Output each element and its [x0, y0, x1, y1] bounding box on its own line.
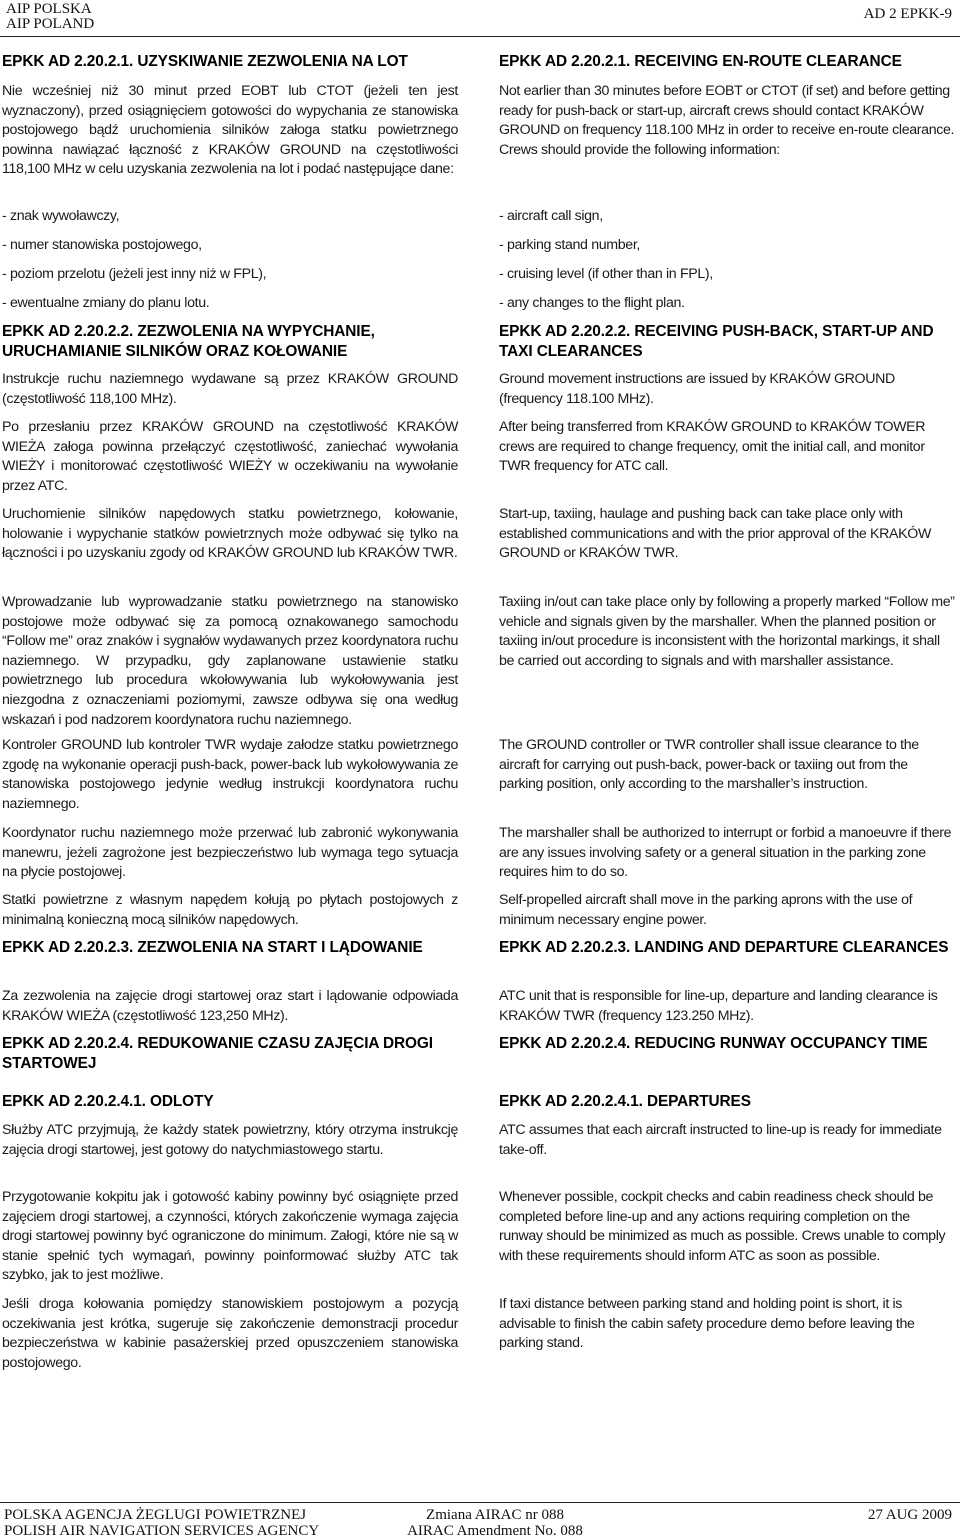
- paragraph-en-12: If taxi distance between parking stand and holding point is short, it is advisable to finish the cabin safety procedure demo before leaving the parking stand.: [499, 1296, 915, 1352]
- footer-date: 27 AUG 2009: [867, 1507, 952, 1523]
- paragraph-pl-10: Służby ATC przyjmują, że każdy statek powietrzny, który otrzyma instrukcję zajęcia drogi startowej, jest gotowy do natychmiastowego startu.: [2, 1122, 458, 1158]
- footer-amendment-en: AIRAC Amendment No. 088: [407, 1523, 583, 1539]
- list-item-en-4: - any changes to the flight plan.: [499, 295, 685, 311]
- section-heading-en-2-4-1: EPKK AD 2.20.2.4.1. DEPARTURES: [499, 1093, 751, 1110]
- section-heading-pl-2-3: EPKK AD 2.20.2.3. ZEZWOLENIA NA START I LĄDOWANIE: [2, 939, 423, 956]
- footer-agency-pl: POLSKA AGENCJA ŻEGLUGI POWIETRZNEJ: [4, 1507, 307, 1523]
- paragraph-en-10: ATC assumes that each aircraft instructed to line-up is ready for immediate take-off.: [499, 1122, 942, 1158]
- section-heading-en-2-2: EPKK AD 2.20.2.2. RECEIVING PUSH-BACK, START-UP AND TAXI CLEARANCES: [499, 323, 934, 360]
- section-heading-en-2-3: EPKK AD 2.20.2.3. LANDING AND DEPARTURE CLEARANCES: [499, 939, 949, 956]
- list-item-pl-3: - poziom przelotu (jeżeli jest inny niż w FPL),: [2, 266, 267, 282]
- header-publisher-en: AIP POLAND: [6, 16, 95, 32]
- section-heading-en-2-1: EPKK AD 2.20.2.1. RECEIVING EN-ROUTE CLEARANCE: [499, 53, 902, 70]
- paragraph-pl-3: Po przesłaniu przez KRAKÓW GROUND na częstotliwość KRAKÓW WIEŻA załoga powinna przełączyć częstotliwość, zaniechać wywołania WIEŻY i monitorować częstotliwość WIEŻY w oczekiwaniu na wywołanie przez ATC.: [2, 419, 458, 494]
- header-publisher-pl: AIP POLSKA: [6, 1, 92, 17]
- paragraph-pl-4: Uruchomienie silników napędowych statku powietrznego, kołowanie, holowanie i wypychanie statków powietrznych może odbywać się tylko na łączności i po uzyskaniu zgody od KRAKÓW GROUND lub KRAKÓW TWR.: [2, 506, 458, 562]
- list-item-en-3: - cruising level (if other than in FPL),: [499, 266, 713, 282]
- footer-amendment-pl: Zmiana AIRAC nr 088: [426, 1507, 564, 1523]
- paragraph-pl-11: Przygotowanie kokpitu jak i gotowość kabiny powinny być osiągnięte przed zajęciem drogi startowej, a czynności, których zakończenie wymaga zajęcia drogi startowej powinny być ograniczone do minimum. Załogi, które nie są w stanie spełnić tych wymagań, powinny poinformować służby ATC tak szybko, jak to jest możliwe.: [2, 1189, 458, 1284]
- section-heading-pl-2-4-1: EPKK AD 2.20.2.4.1. ODLOTY: [2, 1093, 214, 1110]
- paragraph-pl-1: Nie wcześniej niż 30 minut przed EOBT lub CTOT (jeżeli ten jest wyznaczony), przed osiągnięciem gotowości do wypychania ze stanowiska postojowego bądź uruchomienia silników załoga statku powietrznego powinna nawiązać łączność z KRAKÓW GROUND na częstotliwości 118,100 MHz w celu uzyskania zezwolenia na lot i podać następujące dane:: [2, 83, 458, 178]
- section-heading-en-2-4: EPKK AD 2.20.2.4. REDUCING RUNWAY OCCUPANCY TIME: [499, 1035, 928, 1052]
- list-item-pl-2: - numer stanowiska postojowego,: [2, 237, 202, 253]
- paragraph-pl-9: Za zezwolenia na zajęcie drogi startowej oraz start i lądowanie odpowiada KRAKÓW WIEŻA (częstotliwość 123,250 MHz).: [2, 988, 458, 1024]
- paragraph-pl-7: Koordynator ruchu naziemnego może przerwać lub zabronić wykonywania manewru, jeżeli zagrożone jest bezpieczeństwo lub wymaga tego sytuacja na płycie postojowej.: [2, 825, 458, 881]
- footer-agency-en: POLISH AIR NAVIGATION SERVICES AGENCY: [4, 1523, 320, 1539]
- paragraph-en-8: Self-propelled aircraft shall move in the parking aprons with the use of minimum necessary engine power.: [499, 892, 913, 928]
- footer-amendment: [395, 1507, 595, 1539]
- paragraph-pl-6: Kontroler GROUND lub kontroler TWR wydaje załodze statku powietrznego zgodę na wykonanie operacji push-back, power-back lub wykołowywania ze stanowiska postojowego jedynie według instrukcji koordynatora ruchu naziemnego.: [2, 737, 458, 812]
- paragraph-en-9: ATC unit that is responsible for line-up, departure and landing clearance is KRAKÓW TWR (frequency 123.250 MHz).: [499, 988, 938, 1024]
- paragraph-en-2: Ground movement instructions are issued by KRAKÓW GROUND (frequency 118.100 MHz).: [499, 371, 895, 407]
- paragraph-pl-5: Wprowadzanie lub wyprowadzanie statku powietrznego na stanowisko postojowe może odbywać się za pomocą oznakowanego samochodu “Follow me” oraz znaków i sygnałów wydawanych przez koordynatora ruchu naziemnego. W przypadku, gdy zaplanowane ustawienie statku powietrznego lub procedura wkołowywania lub wykołowywania jest niezgodna z oznaczeniami poziomymi, zawsze odbywa się ona według wskazań i pod nadzorem koordynatora ruchu naziemnego.: [2, 594, 458, 728]
- section-heading-pl-2-2: EPKK AD 2.20.2.2. ZEZWOLENIA NA WYPYCHANIE, URUCHAMIANIE SILNIKÓW ORAZ KOŁOWANIE: [2, 323, 375, 360]
- list-item-pl-4: - ewentualne zmiany do planu lotu.: [2, 295, 210, 311]
- list-item-en-1: - aircraft call sign,: [499, 208, 603, 224]
- list-item-pl-1: - znak wywoławczy,: [2, 208, 120, 224]
- paragraph-en-5: Taxiing in/out can take place only by following a properly marked “Follow me” vehicle and signals given by the marshaller. When the planned position or taxiing in/out procedure is inconsistent with the horizontal markings, it shall be carried out according to signals and with marshaller assistance.: [499, 594, 955, 669]
- paragraph-pl-12: Jeśli droga kołowania pomiędzy stanowiskiem postojowym a pozycją oczekiwania jest krótka, sugeruje się zakończenie demonstracji procedur bezpieczeństwa w kabinie pasażerskiej przed opuszczeniem stanowiska postojowego.: [2, 1296, 458, 1371]
- footer-divider: [0, 1502, 960, 1503]
- paragraph-en-7: The marshaller shall be authorized to interrupt or forbid a manoeuvre if there are any issues involving safety or a general situation in the parking zone requires him to do so.: [499, 825, 952, 881]
- footer-agency: [4, 1507, 319, 1539]
- header-page-id: AD 2 EPKK-9: [863, 6, 952, 22]
- paragraph-en-11: Whenever possible, cockpit checks and cabin readiness check should be completed before line-up and any actions requiring completion on the runway should be minimized as much as possible. Crews unable to comply with these requirements should inform ATC as soon as possible.: [499, 1189, 946, 1264]
- paragraph-pl-8: Statki powietrzne z własnym napędem kołują po płytach postojowych z minimalną konieczną mocą silników napędowych.: [2, 892, 458, 928]
- header-publisher: [6, 2, 94, 32]
- section-heading-pl-2-4: EPKK AD 2.20.2.4. REDUKOWANIE CZASU ZAJĘCIA DROGI STARTOWEJ: [2, 1035, 433, 1072]
- paragraph-pl-2: Instrukcje ruchu naziemnego wydawane są przez KRAKÓW GROUND (częstotliwość 118,100 MHz).: [2, 371, 458, 407]
- section-heading-pl-2-1: EPKK AD 2.20.2.1. UZYSKIWANIE ZEZWOLENIA NA LOT: [2, 53, 408, 70]
- paragraph-en-1: Not earlier than 30 minutes before EOBT or CTOT (if set) and before getting ready for push-back or start-up, aircraft crews should contact KRAKÓW GROUND on frequency 118.100 MHz in order to receive en-route clearance. Crews should provide the following information:: [499, 83, 955, 158]
- paragraph-en-6: The GROUND controller or TWR controller shall issue clearance to the aircraft for carrying out push-back, power-back or taxiing out from the parking position, only according to the marshaller’s instruction.: [499, 737, 919, 793]
- paragraph-en-3: After being transferred from KRAKÓW GROUND to KRAKÓW TOWER crews are required to change frequency, omit the initial call, and monitor TWR frequency for ATC call.: [499, 419, 926, 475]
- list-item-en-2: - parking stand number,: [499, 237, 641, 253]
- header-divider: [0, 36, 960, 37]
- paragraph-en-4: Start-up, taxiing, haulage and pushing back can take place only with established communications and with the prior approval of the KRAKÓW GROUND or KRAKÓW TWR.: [499, 506, 932, 562]
